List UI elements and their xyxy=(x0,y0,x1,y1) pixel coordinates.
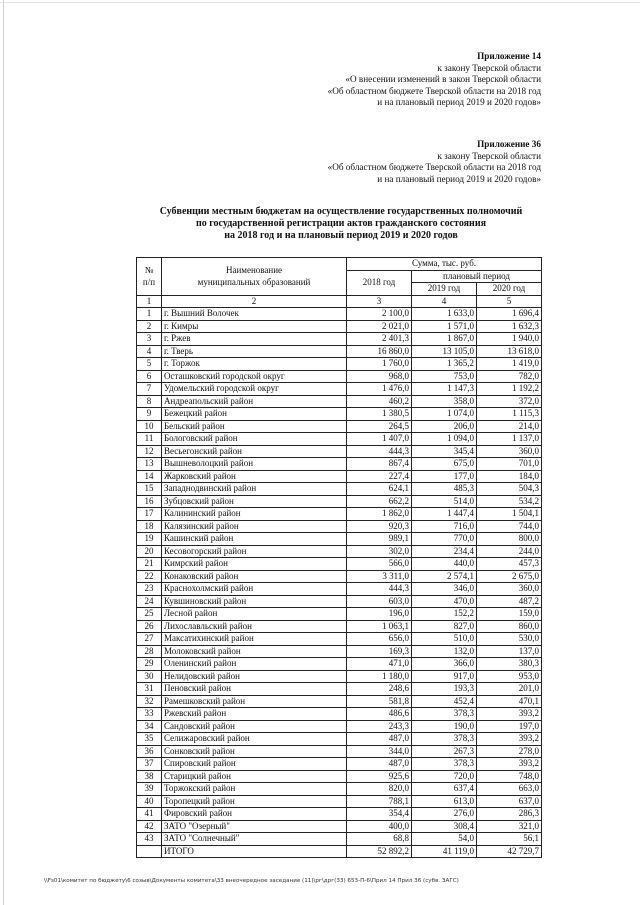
value-2019: 54,0 xyxy=(412,833,477,846)
table-row xyxy=(137,345,542,358)
row-num: 39 xyxy=(137,783,162,796)
municipality-name: Нелидовский район xyxy=(162,670,347,683)
value-2018: 624,1 xyxy=(347,483,412,496)
row-num: 16 xyxy=(137,495,162,508)
value-2019: 358,0 xyxy=(412,395,477,408)
value-2019: 378,3 xyxy=(412,758,477,771)
municipality-name: Калязинский район xyxy=(162,520,347,533)
municipality-name: Удомельский городской округ xyxy=(162,383,347,396)
value-2020: 278,0 xyxy=(477,745,542,758)
file-path-footer: \\Fs01\комитет по бюджету\6 созыв\Документы комитета\33 внеочередное заседание (11)\рг\дрг(33) 653-П-6\Прил 14 Прил 36 (субв. ЗАГС) xyxy=(44,878,459,884)
row-num: 3 xyxy=(137,333,162,346)
value-2018: 968,0 xyxy=(347,370,412,383)
row-num: 30 xyxy=(137,670,162,683)
municipality-name: Зубцовский район xyxy=(162,495,347,508)
row-num: 41 xyxy=(137,808,162,821)
row-num: 20 xyxy=(137,545,162,558)
value-2019: 485,3 xyxy=(412,483,477,496)
value-2018: 1 476,0 xyxy=(347,383,412,396)
scan-edge xyxy=(3,0,4,905)
value-2019: 1 633,0 xyxy=(412,308,477,321)
appendix-36-title: Приложение 36 xyxy=(477,139,541,149)
value-2018: 603,0 xyxy=(347,595,412,608)
table-row xyxy=(137,583,542,596)
table-row xyxy=(137,733,542,746)
municipality-name: Андреапольский район xyxy=(162,395,347,408)
municipality-name: г. Торжок xyxy=(162,358,347,371)
document-title-line: на 2018 год и на плановый период 2019 и 2020 годов xyxy=(224,230,458,242)
value-2020: 637,0 xyxy=(477,795,542,808)
value-2018: 354,4 xyxy=(347,808,412,821)
table-row xyxy=(137,308,542,321)
table-row xyxy=(137,383,542,396)
table-row xyxy=(137,720,542,733)
row-num: 40 xyxy=(137,795,162,808)
value-2020: 1 137,0 xyxy=(477,433,542,446)
municipality-name: Рамешковский район xyxy=(162,695,347,708)
table-row xyxy=(137,445,542,458)
municipality-name: Кашинский район xyxy=(162,533,347,546)
value-2019: 1 867,0 xyxy=(412,333,477,346)
value-2020: 504,3 xyxy=(477,483,542,496)
value-2020: 860,0 xyxy=(477,620,542,633)
row-num: 25 xyxy=(137,608,162,621)
subvention-table xyxy=(136,257,542,858)
municipality-name: Бежецкий район xyxy=(162,408,347,421)
table-row xyxy=(137,708,542,721)
row-num: 11 xyxy=(137,433,162,446)
value-2020: 137,0 xyxy=(477,645,542,658)
value-2020: 380,3 xyxy=(477,658,542,671)
value-2018: 444,3 xyxy=(347,445,412,458)
row-num: 43 xyxy=(137,833,162,846)
value-2020: 663,0 xyxy=(477,783,542,796)
value-2018: 16 860,0 xyxy=(347,345,412,358)
value-2018: 486,6 xyxy=(347,708,412,721)
total-2018: 52 892,2 xyxy=(347,845,412,858)
value-2020: 457,3 xyxy=(477,558,542,571)
municipality-name: Жарковский район xyxy=(162,470,347,483)
value-2020: 360,0 xyxy=(477,445,542,458)
col-index: 4 xyxy=(412,295,477,308)
municipality-name: г. Тверь xyxy=(162,345,347,358)
value-2020: 782,0 xyxy=(477,370,542,383)
row-num: 13 xyxy=(137,458,162,471)
value-2019: 917,0 xyxy=(412,670,477,683)
value-2019: 452,4 xyxy=(412,695,477,708)
table-row xyxy=(137,595,542,608)
row-num: 7 xyxy=(137,383,162,396)
table-row xyxy=(137,570,542,583)
municipality-name: Кувшиновский район xyxy=(162,595,347,608)
table-row xyxy=(137,795,542,808)
value-2018: 566,0 xyxy=(347,558,412,571)
municipality-name: Лесной район xyxy=(162,608,347,621)
value-2018: 3 311,0 xyxy=(347,570,412,583)
value-2019: 152,2 xyxy=(412,608,477,621)
value-2018: 2 021,0 xyxy=(347,320,412,333)
municipality-name: Оленинский район xyxy=(162,658,347,671)
value-2019: 366,0 xyxy=(412,658,477,671)
table-row xyxy=(137,395,542,408)
value-2020: 744,0 xyxy=(477,520,542,533)
value-2019: 2 574,1 xyxy=(412,570,477,583)
municipality-name: Сандовский район xyxy=(162,720,347,733)
row-num: 21 xyxy=(137,558,162,571)
table-row xyxy=(137,833,542,846)
row-num: 32 xyxy=(137,695,162,708)
value-2019: 234,4 xyxy=(412,545,477,558)
row-num: 1 xyxy=(137,308,162,321)
value-2020: 1 419,0 xyxy=(477,358,542,371)
table-row xyxy=(137,483,542,496)
value-2020: 953,0 xyxy=(477,670,542,683)
table-row xyxy=(137,758,542,771)
row-num: 26 xyxy=(137,620,162,633)
row-num: 37 xyxy=(137,758,162,771)
value-2018: 925,6 xyxy=(347,770,412,783)
total-2019: 41 119,0 xyxy=(412,845,477,858)
municipality-name: Конаковский район xyxy=(162,570,347,583)
value-2019: 132,0 xyxy=(412,645,477,658)
municipality-name: г. Ржев xyxy=(162,333,347,346)
row-num: 6 xyxy=(137,370,162,383)
value-2018: 344,0 xyxy=(347,745,412,758)
value-2020: 159,0 xyxy=(477,608,542,621)
table-row xyxy=(137,608,542,621)
value-2020: 1 940,0 xyxy=(477,333,542,346)
appendix-14-line: к закону Тверской области xyxy=(437,62,541,73)
municipality-name: Осташковский городской округ xyxy=(162,370,347,383)
table-row xyxy=(137,545,542,558)
table-row xyxy=(137,683,542,696)
row-num: 4 xyxy=(137,345,162,358)
value-2019: 308,4 xyxy=(412,820,477,833)
value-2020: 321,0 xyxy=(477,820,542,833)
value-2018: 2 100,0 xyxy=(347,308,412,321)
col-index: 1 xyxy=(137,295,162,308)
value-2020: 470,1 xyxy=(477,695,542,708)
value-2020: 360,0 xyxy=(477,583,542,596)
value-2018: 2 401,3 xyxy=(347,333,412,346)
table-row xyxy=(137,695,542,708)
value-2020: 197,0 xyxy=(477,720,542,733)
value-2019: 267,3 xyxy=(412,745,477,758)
table-row xyxy=(137,670,542,683)
table-row xyxy=(137,558,542,571)
row-num: 19 xyxy=(137,533,162,546)
value-2018: 248,6 xyxy=(347,683,412,696)
header-num: № п/п xyxy=(137,258,162,296)
value-2020: 1 504,1 xyxy=(477,508,542,521)
value-2020: 1 696,4 xyxy=(477,308,542,321)
value-2020: 393,2 xyxy=(477,708,542,721)
value-2018: 1 380,5 xyxy=(347,408,412,421)
municipality-name: Пеновский район xyxy=(162,683,347,696)
municipality-name: Селижаровский район xyxy=(162,733,347,746)
table-body xyxy=(137,308,542,858)
value-2019: 1 147,3 xyxy=(412,383,477,396)
table-row xyxy=(137,783,542,796)
table-row xyxy=(137,808,542,821)
table-row xyxy=(137,820,542,833)
appendix-36-line: к закону Тверской области xyxy=(437,150,541,161)
municipality-name: Бельский район xyxy=(162,420,347,433)
value-2018: 920,3 xyxy=(347,520,412,533)
row-num: 24 xyxy=(137,595,162,608)
value-2019: 720,0 xyxy=(412,770,477,783)
municipality-name: ЗАТО "Солнечный" xyxy=(162,833,347,846)
value-2019: 770,0 xyxy=(412,533,477,546)
row-num: 8 xyxy=(137,395,162,408)
table-row xyxy=(137,495,542,508)
table-row xyxy=(137,658,542,671)
row-num: 28 xyxy=(137,645,162,658)
value-2018: 581,8 xyxy=(347,695,412,708)
row-num: 9 xyxy=(137,408,162,421)
document-title-line: Субвенции местным бюджетам на осуществление государственных полномочий xyxy=(159,206,523,217)
value-2019: 613,0 xyxy=(412,795,477,808)
value-2020: 393,2 xyxy=(477,758,542,771)
row-num: 35 xyxy=(137,733,162,746)
value-2019: 1 447,4 xyxy=(412,508,477,521)
appendix-36-line: и на плановый период 2019 и 2020 годов» xyxy=(377,173,541,184)
appendix-14-block xyxy=(328,51,541,109)
value-2019: 827,0 xyxy=(412,620,477,633)
table-row xyxy=(137,433,542,446)
row-num: 23 xyxy=(137,583,162,596)
document-title xyxy=(120,206,562,243)
value-2019: 470,0 xyxy=(412,595,477,608)
row-num: 42 xyxy=(137,820,162,833)
table-row xyxy=(137,633,542,646)
value-2018: 264,5 xyxy=(347,420,412,433)
value-2018: 400,0 xyxy=(347,820,412,833)
municipality-name: Ржевский район xyxy=(162,708,347,721)
header-2018: 2018 год xyxy=(347,270,412,295)
row-num: 31 xyxy=(137,683,162,696)
value-2019: 378,3 xyxy=(412,708,477,721)
value-2019: 1 094,0 xyxy=(412,433,477,446)
municipality-name: Краснохолмский район xyxy=(162,583,347,596)
row-num: 5 xyxy=(137,358,162,371)
value-2020: 748,0 xyxy=(477,770,542,783)
value-2020: 530,0 xyxy=(477,633,542,646)
value-2018: 460,2 xyxy=(347,395,412,408)
value-2019: 1 571,0 xyxy=(412,320,477,333)
value-2019: 177,0 xyxy=(412,470,477,483)
value-2020: 800,0 xyxy=(477,533,542,546)
value-2018: 444,3 xyxy=(347,583,412,596)
value-2018: 227,4 xyxy=(347,470,412,483)
value-2018: 867,4 xyxy=(347,458,412,471)
municipality-name: Вышневолоцкий район xyxy=(162,458,347,471)
row-num: 18 xyxy=(137,520,162,533)
municipality-name: г. Вышний Волочек xyxy=(162,308,347,321)
municipality-name: Сонковский район xyxy=(162,745,347,758)
row-num: 2 xyxy=(137,320,162,333)
value-2020: 1 632,3 xyxy=(477,320,542,333)
table-row xyxy=(137,458,542,471)
header-planned: плановый период xyxy=(412,270,542,283)
municipality-name: Калининский район xyxy=(162,508,347,521)
municipality-name: Бологовский район xyxy=(162,433,347,446)
value-2020: 701,0 xyxy=(477,458,542,471)
value-2019: 13 105,0 xyxy=(412,345,477,358)
header-sum: Сумма, тыс. руб. xyxy=(347,258,542,271)
value-2018: 196,0 xyxy=(347,608,412,621)
value-2019: 637,4 xyxy=(412,783,477,796)
table-row xyxy=(137,370,542,383)
row-num: 12 xyxy=(137,445,162,458)
table-row xyxy=(137,745,542,758)
row-num: 36 xyxy=(137,745,162,758)
row-num: 33 xyxy=(137,708,162,721)
table-row xyxy=(137,470,542,483)
value-2018: 656,0 xyxy=(347,633,412,646)
value-2018: 1 862,0 xyxy=(347,508,412,521)
municipality-name: Торжокский район xyxy=(162,783,347,796)
value-2020: 372,0 xyxy=(477,395,542,408)
municipality-name: Западнодвинский район xyxy=(162,483,347,496)
row-num: 17 xyxy=(137,508,162,521)
value-2018: 243,3 xyxy=(347,720,412,733)
value-2020: 214,0 xyxy=(477,420,542,433)
municipality-name: ЗАТО "Озерный" xyxy=(162,820,347,833)
value-2018: 820,0 xyxy=(347,783,412,796)
value-2019: 190,0 xyxy=(412,720,477,733)
table-row xyxy=(137,333,542,346)
header-name: Наименование муниципальных образований xyxy=(162,258,347,296)
value-2018: 788,1 xyxy=(347,795,412,808)
municipality-name: Кесовогорский район xyxy=(162,545,347,558)
value-2020: 1 115,3 xyxy=(477,408,542,421)
header-2019: 2019 год xyxy=(412,283,477,296)
table-row xyxy=(137,770,542,783)
total-num xyxy=(137,845,162,858)
municipality-name: Весьегонский район xyxy=(162,445,347,458)
col-index: 2 xyxy=(162,295,347,308)
value-2018: 989,1 xyxy=(347,533,412,546)
row-num: 38 xyxy=(137,770,162,783)
municipality-name: Спировский район xyxy=(162,758,347,771)
row-num: 27 xyxy=(137,633,162,646)
value-2019: 193,3 xyxy=(412,683,477,696)
value-2020: 56,1 xyxy=(477,833,542,846)
table-row xyxy=(137,358,542,371)
value-2018: 169,3 xyxy=(347,645,412,658)
table-row xyxy=(137,320,542,333)
col-index: 5 xyxy=(477,295,542,308)
table-row xyxy=(137,645,542,658)
value-2020: 393,2 xyxy=(477,733,542,746)
value-2019: 276,0 xyxy=(412,808,477,821)
municipality-name: Максатихинский район xyxy=(162,633,347,646)
row-num: 34 xyxy=(137,720,162,733)
value-2018: 302,0 xyxy=(347,545,412,558)
value-2019: 440,0 xyxy=(412,558,477,571)
table-row xyxy=(137,420,542,433)
value-2020: 13 618,0 xyxy=(477,345,542,358)
value-2018: 662,2 xyxy=(347,495,412,508)
col-index: 3 xyxy=(347,295,412,308)
value-2019: 1 365,2 xyxy=(412,358,477,371)
value-2019: 514,0 xyxy=(412,495,477,508)
value-2019: 753,0 xyxy=(412,370,477,383)
value-2018: 471,0 xyxy=(347,658,412,671)
value-2020: 1 192,2 xyxy=(477,383,542,396)
municipality-name: Фировский район xyxy=(162,808,347,821)
row-num: 22 xyxy=(137,570,162,583)
value-2020: 534,2 xyxy=(477,495,542,508)
municipality-name: Кимрский район xyxy=(162,558,347,571)
appendix-14-title: Приложение 14 xyxy=(477,51,541,61)
municipality-name: г. Кимры xyxy=(162,320,347,333)
value-2019: 346,0 xyxy=(412,583,477,596)
table-row xyxy=(137,520,542,533)
appendix-14-line: и на плановый период 2019 и 2020 годов» xyxy=(377,97,541,108)
row-num: 10 xyxy=(137,420,162,433)
value-2018: 487,0 xyxy=(347,758,412,771)
total-2020: 42 729,7 xyxy=(477,845,542,858)
row-num: 14 xyxy=(137,470,162,483)
appendix-14-line: «Об областном бюджете Тверской области на 2018 год xyxy=(327,85,541,96)
appendix-14-line: «О внесении изменений в закон Тверской области xyxy=(345,74,541,85)
value-2019: 510,0 xyxy=(412,633,477,646)
municipality-name: Торопецкий район xyxy=(162,795,347,808)
table-row xyxy=(137,533,542,546)
value-2019: 675,0 xyxy=(412,458,477,471)
header-2020: 2020 год xyxy=(477,283,542,296)
table-row xyxy=(137,508,542,521)
municipality-name: Молоковский район xyxy=(162,645,347,658)
value-2018: 487,0 xyxy=(347,733,412,746)
value-2020: 286,3 xyxy=(477,808,542,821)
value-2019: 378,3 xyxy=(412,733,477,746)
total-label: ИТОГО xyxy=(162,845,347,858)
value-2020: 201,0 xyxy=(477,683,542,696)
table-row xyxy=(137,620,542,633)
value-2019: 716,0 xyxy=(412,520,477,533)
value-2018: 1 180,0 xyxy=(347,670,412,683)
value-2018: 1 760,0 xyxy=(347,358,412,371)
value-2020: 2 675,0 xyxy=(477,570,542,583)
appendix-36-block xyxy=(328,139,541,185)
document-title-line: по государственной регистрации актов гражданского состояния xyxy=(196,218,486,230)
value-2020: 487,2 xyxy=(477,595,542,608)
appendix-36-line: «Об областном бюджете Тверской области на 2018 год xyxy=(327,162,541,173)
value-2019: 345,4 xyxy=(412,445,477,458)
value-2020: 244,0 xyxy=(477,545,542,558)
row-num: 15 xyxy=(137,483,162,496)
total-row xyxy=(137,845,542,858)
value-2018: 1 407,0 xyxy=(347,433,412,446)
scan-top-edge xyxy=(0,2,640,3)
value-2018: 1 063,1 xyxy=(347,620,412,633)
municipality-name: Старицкий район xyxy=(162,770,347,783)
value-2020: 184,0 xyxy=(477,470,542,483)
value-2019: 1 074,0 xyxy=(412,408,477,421)
row-num: 29 xyxy=(137,658,162,671)
table-row xyxy=(137,408,542,421)
value-2018: 68,8 xyxy=(347,833,412,846)
municipality-name: Лихославльский район xyxy=(162,620,347,633)
value-2019: 206,0 xyxy=(412,420,477,433)
